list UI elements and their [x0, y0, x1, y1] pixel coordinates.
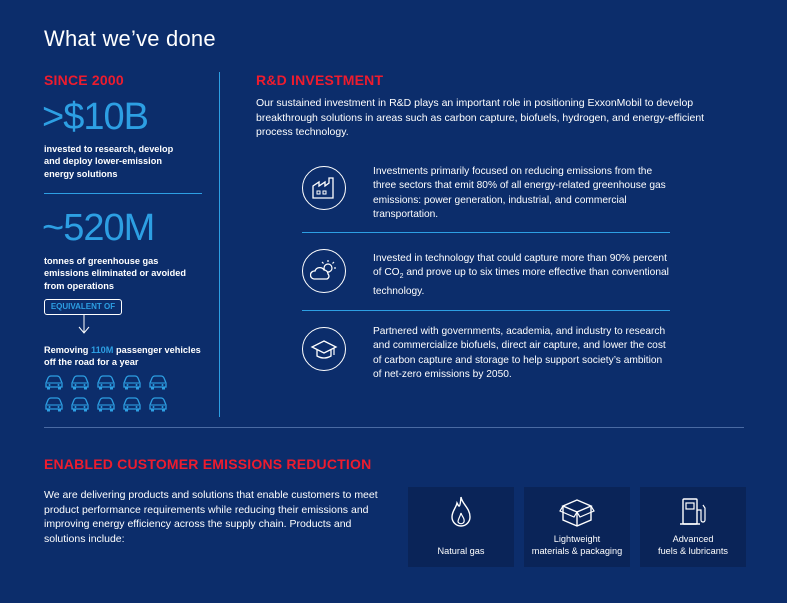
- factory-icon: [302, 166, 346, 210]
- card-label-line2: materials & packaging: [531, 546, 623, 556]
- column-divider: [219, 72, 220, 417]
- car-icon: [44, 396, 70, 412]
- rnd-item-2-text-post: and prove up to six times more effective than conventional technology.: [373, 267, 669, 297]
- car-icon: [96, 374, 122, 390]
- rnd-heading: R&D INVESTMENT: [256, 72, 384, 88]
- rnd-item-2-text: [373, 252, 673, 299]
- car-icon: [122, 396, 148, 412]
- equivalent-badge: EQUIVALENT OF: [44, 299, 122, 315]
- customer-intro: We are delivering products and solutions that enable customers to meet product performance requirements while reducing their emissions and improving energy efficiency across the supply chain. Products and solutions include:: [44, 489, 378, 545]
- stat-emissions-desc: tonnes of greenhouse gas emissions eliminated or avoided from operations: [44, 256, 186, 291]
- card-natural-gas-label: Natural gas: [437, 546, 485, 556]
- card-label-line2: fuels & lubricants: [658, 546, 728, 556]
- car-icon: [70, 374, 96, 390]
- equivalent-text: [44, 344, 209, 369]
- co2-subscript: 2: [399, 273, 404, 281]
- stat-investment-desc: invested to research, develop and deploy lower-emission energy solutions: [44, 144, 174, 179]
- page-title: What we’ve done: [44, 26, 216, 51]
- rnd-intro: Our sustained investment in R&D plays an important role in positioning ExxonMobil to develop breakthrough solutions in areas such as carbon capture, biofuels, hydrogen, and energy-efficient process technology.: [256, 97, 705, 139]
- card-lightweight-materials: [524, 487, 630, 567]
- rnd-item-divider-2: [302, 310, 670, 311]
- rnd-item-1-text: Investments primarily focused on reducing emissions from the three sectors that emit 80% of all energy-related greenhouse gas emissions: power generation, industrial, and commercial transportation.: [373, 166, 666, 220]
- stat-investment-value: >$10B: [42, 96, 148, 138]
- flame-icon: [448, 495, 474, 534]
- card-advanced-fuels-label: [658, 533, 728, 557]
- card-natural-gas: [408, 487, 514, 567]
- package-box-icon: [559, 497, 595, 532]
- card-label-line1: Advanced: [672, 534, 714, 544]
- car-icon: [122, 374, 148, 390]
- graduation-cap-icon: [302, 327, 346, 371]
- car-icon: [148, 396, 174, 412]
- rnd-item-3-text: Partnered with governments, academia, and industry to research and commercialize biofuels, direct air capture, and lower the cost of carbon capture and storage to help support society’s ambition of net-zero emissions by 2050.: [373, 326, 666, 380]
- car-icon: [148, 374, 174, 390]
- card-label-line1: Lightweight: [553, 534, 601, 544]
- arrow-down-icon: [77, 315, 91, 340]
- customer-heading: ENABLED CUSTOMER EMISSIONS REDUCTION: [44, 456, 372, 472]
- since-2000-heading: SINCE 2000: [44, 72, 124, 88]
- cloud-sun-icon: [302, 249, 346, 293]
- car-icon: [96, 396, 122, 412]
- car-icon: [44, 374, 70, 390]
- rnd-item-2-text-pre: Invested in technology that could capture more than 90% percent of CO: [373, 253, 667, 279]
- stat-emissions-value: ~520M: [42, 207, 155, 249]
- section-divider: [44, 427, 744, 428]
- equivalent-text-post: passenger vehicles off the road for a year: [44, 345, 201, 368]
- equivalent-text-pre: Removing: [44, 345, 91, 355]
- car-icon: [70, 396, 96, 412]
- fuel-pump-icon: [677, 496, 709, 533]
- equivalent-highlight: 110M: [90, 345, 114, 355]
- card-lightweight-materials-label: [532, 533, 622, 557]
- card-advanced-fuels: [640, 487, 746, 567]
- rnd-item-divider-1: [302, 232, 670, 233]
- stat-divider: [44, 193, 202, 194]
- car-icon-grid: [44, 374, 174, 412]
